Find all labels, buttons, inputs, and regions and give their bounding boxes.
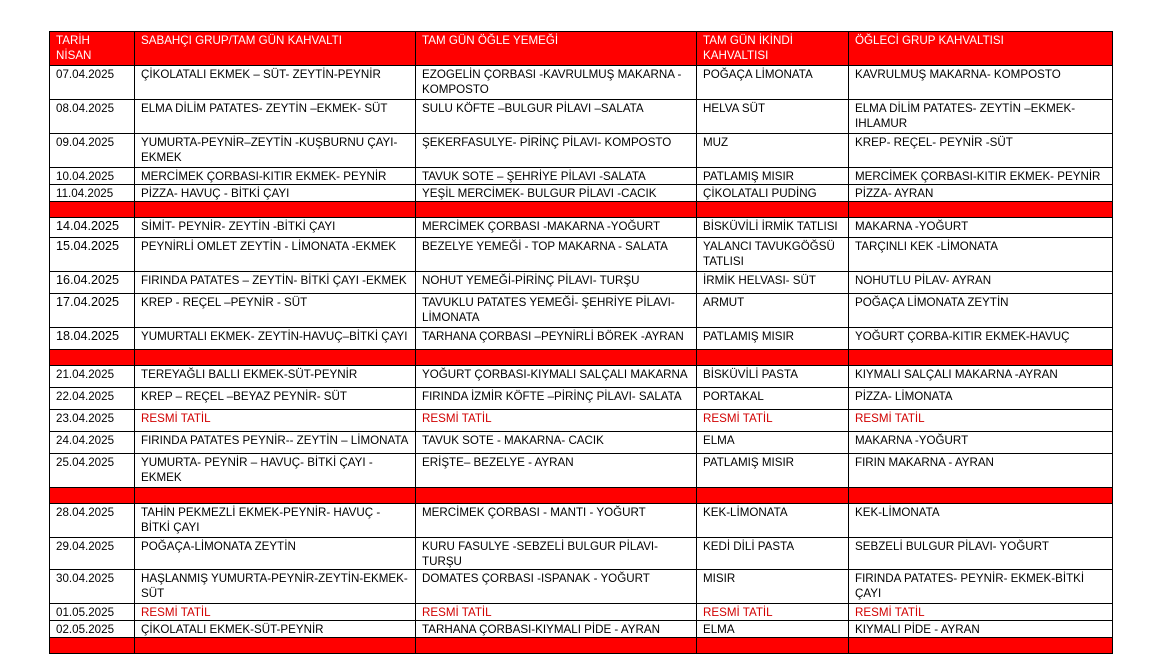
morning-cell: PİZZA- HAVUÇ - BİTKİ ÇAYI (135, 185, 416, 202)
afternoon-cell: YALANCI TAVUKGÖĞSÜ TATLISI (697, 238, 849, 272)
date-cell: 28.04.2025 (50, 504, 135, 538)
noon-cell: FIRINDA PATATES- PEYNİR- EKMEK-BİTKİ ÇAYI (849, 570, 1113, 604)
noon-cell: MAKARNA -YOĞURT (849, 218, 1113, 238)
lunch-cell: TAVUK SOTE – ŞEHRİYE PİLAVI -SALATA (416, 168, 697, 185)
lunch-cell: MERCİMEK ÇORBASI -MAKARNA -YOĞURT (416, 218, 697, 238)
separator-cell (50, 350, 135, 366)
morning-cell: POĞAÇA-LİMONATA ZEYTİN (135, 538, 416, 570)
menu-row (50, 570, 1113, 604)
date-cell: 07.04.2025 (50, 66, 135, 100)
morning-cell: SİMİT- PEYNİR- ZEYTİN -BİTKİ ÇAYI (135, 218, 416, 238)
separator-cell (697, 488, 849, 504)
morning-cell: TEREYAĞLI BALLI EKMEK-SÜT-PEYNİR (135, 366, 416, 388)
week-separator (50, 202, 1113, 218)
date-cell: 18.04.2025 (50, 328, 135, 350)
date-cell: 16.04.2025 (50, 272, 135, 294)
noon-cell: PİZZA- AYRAN (849, 185, 1113, 202)
morning-cell: YUMURTA-PEYNİR–ZEYTİN -KUŞBURNU ÇAYI-EKMEK (135, 134, 416, 168)
menu-row (50, 454, 1113, 488)
header-date (50, 32, 135, 66)
separator-cell (135, 350, 416, 366)
menu-row (50, 504, 1113, 538)
lunch-cell: TARHANA ÇORBASI –PEYNİRLİ BÖREK -AYRAN (416, 328, 697, 350)
afternoon-cell: RESMİ TATİL (697, 410, 849, 432)
afternoon-cell: ELMA (697, 432, 849, 454)
afternoon-cell: MISIR (697, 570, 849, 604)
lunch-cell: FIRINDA İZMİR KÖFTE –PİRİNÇ PİLAVI- SALATA (416, 388, 697, 410)
week-separator (50, 350, 1113, 366)
menu-row (50, 366, 1113, 388)
morning-cell: RESMİ TATİL (135, 604, 416, 621)
separator-cell (50, 488, 135, 504)
header-afternoon (697, 32, 849, 66)
noon-cell: FIRIN MAKARNA - AYRAN (849, 454, 1113, 488)
afternoon-cell: MUZ (697, 134, 849, 168)
noon-cell: PİZZA- LİMONATA (849, 388, 1113, 410)
header-row (50, 32, 1113, 66)
afternoon-cell: HELVA SÜT (697, 100, 849, 134)
lunch-cell: NOHUT YEMEĞİ-PİRİNÇ PİLAVI- TURŞU (416, 272, 697, 294)
menu-row (50, 294, 1113, 328)
date-cell: 08.04.2025 (50, 100, 135, 134)
menu-table (49, 31, 1113, 654)
menu-row (50, 218, 1113, 238)
header-date-line2: NİSAN (56, 49, 92, 62)
morning-cell: YUMURTA- PEYNİR – HAVUÇ- BİTKİ ÇAYI -EKMEK (135, 454, 416, 488)
menu-row (50, 432, 1113, 454)
date-cell: 29.04.2025 (50, 538, 135, 570)
lunch-cell: TARHANA ÇORBASI-KIYMALI PİDE - AYRAN (416, 621, 697, 638)
separator-cell (697, 350, 849, 366)
afternoon-cell: PATLAMIŞ MISIR (697, 454, 849, 488)
noon-cell: RESMİ TATİL (849, 410, 1113, 432)
morning-cell: KREP - REÇEL –PEYNİR - SÜT (135, 294, 416, 328)
menu-row (50, 185, 1113, 202)
morning-cell: TAHİN PEKMEZLİ EKMEK-PEYNİR- HAVUÇ -BİTKİ ÇAYI (135, 504, 416, 538)
noon-cell: NOHUTLU PİLAV- AYRAN (849, 272, 1113, 294)
noon-cell: ELMA DİLİM PATATES- ZEYTİN –EKMEK- IHLAMUR (849, 100, 1113, 134)
noon-cell: KIYMALI PİDE - AYRAN (849, 621, 1113, 638)
afternoon-cell: KEDİ DİLİ PASTA (697, 538, 849, 570)
afternoon-cell: RESMİ TATİL (697, 604, 849, 621)
noon-cell: TARÇINLI KEK -LİMONATA (849, 238, 1113, 272)
date-cell: 24.04.2025 (50, 432, 135, 454)
separator-cell (416, 350, 697, 366)
lunch-cell: ERİŞTE– BEZELYE - AYRAN (416, 454, 697, 488)
morning-cell: FIRINDA PATATES PEYNİR-- ZEYTİN – LİMONATA (135, 432, 416, 454)
separator-cell (849, 202, 1113, 218)
afternoon-cell: POĞAÇA LİMONATA (697, 66, 849, 100)
menu-row (50, 388, 1113, 410)
date-cell: 17.04.2025 (50, 294, 135, 328)
week-separator (50, 488, 1113, 504)
menu-row (50, 621, 1113, 638)
date-cell: 10.04.2025 (50, 168, 135, 185)
afternoon-cell: İRMİK HELVASI- SÜT (697, 272, 849, 294)
header-noon-group: ÖĞLECİ GRUP KAHVALTISI (849, 32, 1113, 66)
menu-row (50, 604, 1113, 621)
date-cell: 25.04.2025 (50, 454, 135, 488)
lunch-cell: RESMİ TATİL (416, 604, 697, 621)
lunch-cell: TAVUK SOTE - MAKARNA- CACIK (416, 432, 697, 454)
header-lunch: TAM GÜN ÖĞLE YEMEĞİ (416, 32, 697, 66)
noon-cell: POĞAÇA LİMONATA ZEYTİN (849, 294, 1113, 328)
date-cell: 21.04.2025 (50, 366, 135, 388)
morning-cell: ÇİKOLATALI EKMEK – SÜT- ZEYTİN-PEYNİR (135, 66, 416, 100)
date-cell: 23.04.2025 (50, 410, 135, 432)
lunch-cell: SULU KÖFTE –BULGUR PİLAVI –SALATA (416, 100, 697, 134)
noon-cell: SEBZELİ BULGUR PİLAVI- YOĞURT (849, 538, 1113, 570)
noon-cell: YOĞURT ÇORBA-KITIR EKMEK-HAVUÇ (849, 328, 1113, 350)
menu-table-body (50, 32, 1113, 654)
menu-row (50, 168, 1113, 185)
header-morning-group: SABAHÇI GRUP/TAM GÜN KAHVALTI (135, 32, 416, 66)
separator-cell (50, 202, 135, 218)
date-cell: 02.05.2025 (50, 621, 135, 638)
lunch-cell: TAVUKLU PATATES YEMEĞİ- ŞEHRİYE PİLAVI-LİMONATA (416, 294, 697, 328)
separator-cell (416, 202, 697, 218)
afternoon-cell: PORTAKAL (697, 388, 849, 410)
menu-row (50, 100, 1113, 134)
menu-row (50, 134, 1113, 168)
afternoon-cell: ELMA (697, 621, 849, 638)
lunch-cell: YEŞİL MERCİMEK- BULGUR PİLAVI -CACIK (416, 185, 697, 202)
menu-row (50, 238, 1113, 272)
date-cell: 15.04.2025 (50, 238, 135, 272)
afternoon-cell: BİSKÜVİLİ PASTA (697, 366, 849, 388)
lunch-cell: KURU FASULYE -SEBZELİ BULGUR PİLAVI-TURŞU (416, 538, 697, 570)
date-cell: 14.04.2025 (50, 218, 135, 238)
separator-cell (135, 488, 416, 504)
header-date-line1: TARİH (56, 34, 90, 47)
separator-cell (849, 350, 1113, 366)
menu-row (50, 410, 1113, 432)
date-cell: 22.04.2025 (50, 388, 135, 410)
date-cell: 11.04.2025 (50, 185, 135, 202)
noon-cell: KIYMALI SALÇALI MAKARNA -AYRAN (849, 366, 1113, 388)
afternoon-cell: BİSKÜVİLİ İRMİK TATLISI (697, 218, 849, 238)
date-cell: 30.04.2025 (50, 570, 135, 604)
separator-cell (135, 202, 416, 218)
separator-cell (849, 488, 1113, 504)
morning-cell: KREP – REÇEL –BEYAZ PEYNİR- SÜT (135, 388, 416, 410)
morning-cell: HAŞLANMIŞ YUMURTA-PEYNİR-ZEYTİN-EKMEK-SÜT (135, 570, 416, 604)
noon-cell: MERCİMEK ÇORBASI-KITIR EKMEK- PEYNİR (849, 168, 1113, 185)
lunch-cell: BEZELYE YEMEĞİ - TOP MAKARNA - SALATA (416, 238, 697, 272)
afternoon-cell: ÇİKOLATALI PUDİNG (697, 185, 849, 202)
morning-cell: RESMİ TATİL (135, 410, 416, 432)
separator-cell (697, 202, 849, 218)
afternoon-cell: KEK-LİMONATA (697, 504, 849, 538)
lunch-cell: RESMİ TATİL (416, 410, 697, 432)
morning-cell: MERCİMEK ÇORBASI-KITIR EKMEK- PEYNİR (135, 168, 416, 185)
menu-row (50, 328, 1113, 350)
date-cell: 01.05.2025 (50, 604, 135, 621)
menu-row (50, 66, 1113, 100)
noon-cell: KREP- REÇEL- PEYNİR -SÜT (849, 134, 1113, 168)
morning-cell: YUMURTALI EKMEK- ZEYTİN-HAVUÇ–BİTKİ ÇAYI (135, 328, 416, 350)
menu-row (50, 538, 1113, 570)
noon-cell: MAKARNA -YOĞURT (849, 432, 1113, 454)
noon-cell: RESMİ TATİL (849, 604, 1113, 621)
lunch-cell: DOMATES ÇORBASI -ISPANAK - YOĞURT (416, 570, 697, 604)
lunch-cell: YOĞURT ÇORBASI-KIYMALI SALÇALI MAKARNA (416, 366, 697, 388)
morning-cell: PEYNİRLİ OMLET ZEYTİN - LİMONATA -EKMEK (135, 238, 416, 272)
noon-cell: KAVRULMUŞ MAKARNA- KOMPOSTO (849, 66, 1113, 100)
morning-cell: ELMA DİLİM PATATES- ZEYTİN –EKMEK- SÜT (135, 100, 416, 134)
lunch-cell: ŞEKERFASULYE- PİRİNÇ PİLAVI- KOMPOSTO (416, 134, 697, 168)
lunch-cell: MERCİMEK ÇORBASI - MANTI - YOĞURT (416, 504, 697, 538)
separator-cell (416, 488, 697, 504)
morning-cell: ÇİKOLATALI EKMEK-SÜT-PEYNİR (135, 621, 416, 638)
morning-cell: FIRINDA PATATES – ZEYTİN- BİTKİ ÇAYI -EKMEK (135, 272, 416, 294)
header-afternoon-line1: TAM GÜN İKİNDİ (703, 34, 793, 47)
afternoon-cell: PATLAMIŞ MISIR (697, 168, 849, 185)
afternoon-cell: PATLAMIŞ MISIR (697, 328, 849, 350)
header-afternoon-line2: KAHVALTISI (703, 49, 769, 62)
date-cell: 09.04.2025 (50, 134, 135, 168)
menu-row (50, 272, 1113, 294)
noon-cell: KEK-LİMONATA (849, 504, 1113, 538)
afternoon-cell: ARMUT (697, 294, 849, 328)
lunch-cell: EZOGELİN ÇORBASI -KAVRULMUŞ MAKARNA -KOMPOSTO (416, 66, 697, 100)
